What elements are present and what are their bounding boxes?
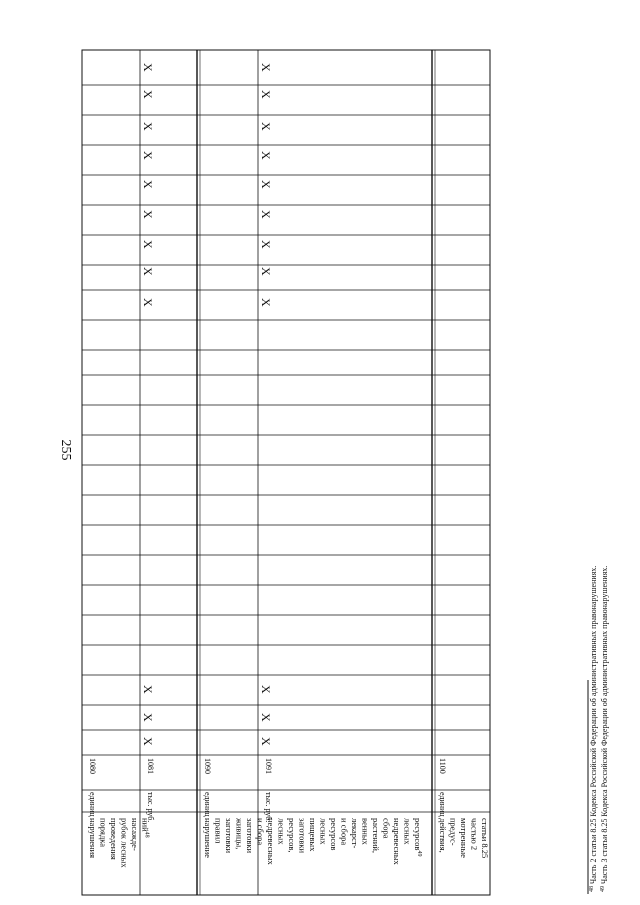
violation-text: действия,: [438, 818, 448, 853]
violation-text: лесных: [276, 818, 287, 845]
x-mark: X: [259, 90, 273, 99]
violation-text: живицы,: [234, 818, 245, 850]
row-code: 1080: [88, 758, 97, 774]
row-code: 1090: [203, 758, 212, 774]
violation-text: правил: [213, 818, 224, 844]
violation-text: ний$^{48}$: [140, 818, 151, 838]
violation-text: нарушение: [203, 818, 213, 858]
x-mark: X: [259, 267, 273, 276]
violation-text: рубок лесных: [119, 818, 130, 868]
violation-text: растений,: [371, 818, 381, 854]
unit-label: единиц: [438, 792, 447, 817]
x-mark: X: [259, 151, 273, 160]
unit-label: тыс. руб.: [264, 792, 273, 823]
x-mark: X: [259, 240, 273, 249]
x-mark: X: [141, 298, 155, 307]
x-mark: X: [141, 63, 155, 72]
x-mark: X: [259, 737, 273, 746]
violation-text: частью 2: [469, 818, 480, 851]
violation-text: проведения: [109, 818, 119, 860]
violation-text: заготовки: [297, 818, 308, 854]
page-number: 255: [58, 439, 73, 461]
violation-text: мотренные: [459, 818, 469, 858]
violation-text: и сбора: [339, 818, 350, 846]
footnote-number: 48: [589, 886, 595, 892]
x-mark: X: [141, 713, 155, 722]
violation-text: ресурсов,: [287, 818, 297, 853]
footnote-number: 49: [600, 886, 606, 892]
violation-text: ресурсов$^{49}$: [413, 818, 423, 857]
footnote-ref: 48: [143, 831, 150, 838]
row-code: 1100: [438, 758, 447, 774]
x-mark: X: [259, 122, 273, 131]
x-mark: X: [141, 685, 155, 694]
violation-text: насажде-: [130, 818, 140, 851]
x-mark: X: [141, 180, 155, 189]
violation-text: заготовки: [224, 818, 234, 854]
row-code: 1091: [264, 758, 273, 774]
table-row-lines: [140, 50, 435, 895]
footnote-ref: 49: [416, 850, 422, 857]
table-frame: [82, 50, 490, 895]
violation-text: сбора: [381, 818, 392, 839]
violation-text: пищевых: [308, 818, 318, 852]
footnote-text: [600, 566, 609, 892]
footnote-body: Часть 3 статьи 8.25 Кодекса Российской Федерации об административных правонарушениях.: [600, 565, 609, 886]
violation-text: нарушения: [88, 818, 98, 859]
unit-label: тыс. руб.: [146, 792, 155, 823]
violation-text: заготовки: [245, 818, 255, 854]
violation-text: предус-: [448, 818, 459, 846]
violation-text: ресурсов: [329, 818, 339, 851]
x-mark: X: [259, 685, 273, 694]
x-mark: X: [259, 210, 273, 219]
x-mark: X: [259, 713, 273, 722]
footnotes: [589, 566, 609, 892]
footnote-body: Часть 2 статьи 8.25 Кодекса Российской Федерации об административных правонарушениях.: [589, 565, 598, 886]
x-marks: [141, 63, 273, 746]
x-mark: X: [259, 180, 273, 189]
x-mark: X: [259, 63, 273, 72]
x-mark: X: [141, 122, 155, 131]
unit-label: единиц: [203, 792, 212, 817]
violation-text: статьи 8.25: [480, 818, 490, 859]
violation-cells: [88, 817, 490, 868]
x-mark: X: [141, 267, 155, 276]
footnote-text: [589, 566, 598, 892]
x-mark: X: [141, 240, 155, 249]
x-mark: X: [141, 210, 155, 219]
violation-text: лесных: [318, 818, 329, 845]
violation-text: и сбора: [255, 818, 266, 846]
x-mark: X: [141, 151, 155, 160]
row-code: 1081: [146, 758, 155, 774]
violation-text: порядка: [98, 818, 109, 848]
violation-text: лесных: [402, 818, 413, 845]
table-column-lines: [82, 85, 490, 812]
x-mark: X: [259, 298, 273, 307]
x-mark: X: [141, 90, 155, 99]
violation-text: венных: [360, 818, 371, 845]
violation-text: недревесных: [392, 818, 402, 865]
violation-text: лекарст-: [350, 818, 360, 849]
unit-label: единиц: [88, 792, 97, 817]
violation-text: недревесных: [266, 818, 276, 865]
x-mark: X: [141, 737, 155, 746]
